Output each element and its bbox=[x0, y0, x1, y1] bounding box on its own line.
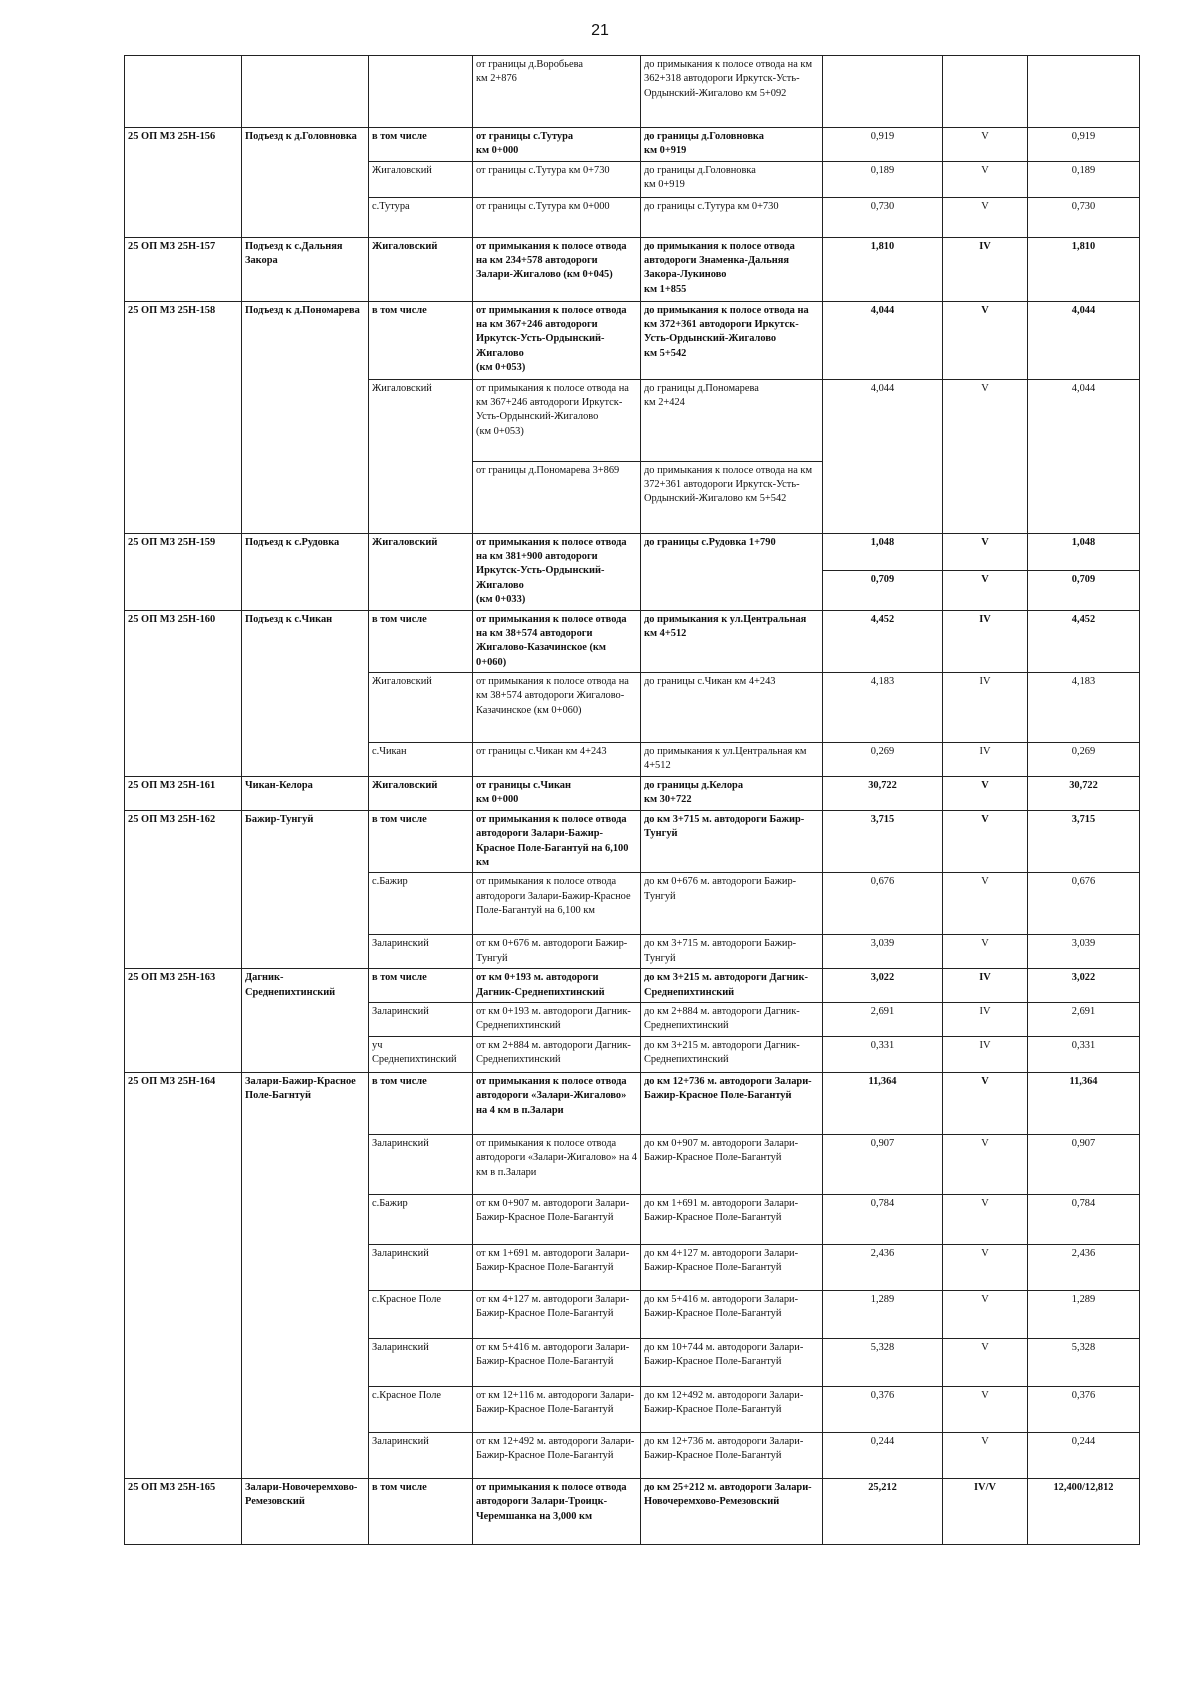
table-cell: до границы д.Головновка км 0+919 bbox=[641, 161, 823, 197]
table-cell: Заларинский bbox=[369, 935, 473, 969]
table-cell: 3,022 bbox=[823, 969, 943, 1003]
table-body bbox=[125, 56, 1140, 1545]
table-cell: 4,452 bbox=[823, 610, 943, 672]
table-cell: IV bbox=[943, 610, 1028, 672]
table-cell: 1,810 bbox=[823, 237, 943, 301]
table-cell: от примыкания к полосе отвода на км 38+574 автодороги Жигалово-Казачинское (км 0+060) bbox=[473, 672, 641, 742]
table-cell: Заларинский bbox=[369, 1432, 473, 1478]
table-cell: V bbox=[943, 1432, 1028, 1478]
table-cell: Заларинский bbox=[369, 1134, 473, 1194]
table-cell: в том числе bbox=[369, 128, 473, 162]
table-cell: 2,436 bbox=[1028, 1244, 1140, 1290]
table-cell: 0,269 bbox=[823, 742, 943, 776]
table-cell: V bbox=[943, 379, 1028, 533]
table-row bbox=[125, 237, 1140, 301]
table-row bbox=[125, 1478, 1140, 1544]
table-cell: с.Красное Поле bbox=[369, 1290, 473, 1338]
table-row bbox=[125, 533, 1140, 570]
table-cell: 25 ОП МЗ 25Н-163 bbox=[125, 969, 242, 1072]
table-cell: 25 ОП МЗ 25Н-159 bbox=[125, 533, 242, 610]
table-cell: 0,919 bbox=[1028, 128, 1140, 162]
table-cell: уч Среднепихтинский bbox=[369, 1036, 473, 1072]
table-cell: с.Чикан bbox=[369, 742, 473, 776]
table-cell: 25 ОП МЗ 25Н-162 bbox=[125, 810, 242, 968]
table-cell: 2,691 bbox=[823, 1003, 943, 1037]
table-cell: 0,709 bbox=[1028, 571, 1140, 611]
table-cell: до км 3+215 м. автодороги Дагник-Среднепихтинский bbox=[641, 1036, 823, 1072]
table-cell: IV bbox=[943, 1036, 1028, 1072]
table-cell: 0,376 bbox=[823, 1386, 943, 1432]
table-cell: от примыкания к полосе отвода автодороги «Залари-Жигалово» на 4 км в п.Залари bbox=[473, 1134, 641, 1194]
table-cell: до км 5+416 м. автодороги Залари-Бажир-Красное Поле-Багантуй bbox=[641, 1290, 823, 1338]
table-cell: 30,722 bbox=[1028, 776, 1140, 810]
table-cell: 25 ОП МЗ 25Н-161 bbox=[125, 776, 242, 810]
table-cell: Залари-Новочеремхово-Ремезовский bbox=[242, 1478, 369, 1544]
table-cell: с.Тутура bbox=[369, 197, 473, 237]
table-cell: до км 10+744 м. автодороги Залари-Бажир-Красное Поле-Багантуй bbox=[641, 1338, 823, 1386]
table-cell: 4,183 bbox=[823, 672, 943, 742]
table-cell: от примыкания к полосе отвода на км 381+900 автодороги Иркутск-Усть-Ордынский-Жигалово (км 0+033) bbox=[473, 533, 641, 610]
table-row bbox=[125, 776, 1140, 810]
table-cell: 0,730 bbox=[823, 197, 943, 237]
table-cell: 0,189 bbox=[823, 161, 943, 197]
table-cell bbox=[125, 56, 242, 128]
table-cell: Заларинский bbox=[369, 1338, 473, 1386]
road-register-table bbox=[124, 55, 1140, 1545]
table-cell: 3,039 bbox=[1028, 935, 1140, 969]
table-cell: V bbox=[943, 1072, 1028, 1134]
table-cell: Подъезд к с.Чикан bbox=[242, 610, 369, 776]
table-cell: 25 ОП МЗ 25Н-164 bbox=[125, 1072, 242, 1478]
table-cell: до км 1+691 м. автодороги Залари-Бажир-Красное Поле-Багантуй bbox=[641, 1194, 823, 1244]
table-cell: в том числе bbox=[369, 301, 473, 379]
table-row bbox=[125, 128, 1140, 162]
table-cell: V bbox=[943, 810, 1028, 872]
table-cell: 0,709 bbox=[823, 571, 943, 611]
table-cell: до примыкания к ул.Центральная км 4+512 bbox=[641, 742, 823, 776]
table-cell: в том числе bbox=[369, 969, 473, 1003]
table-cell: от км 1+691 м. автодороги Залари-Бажир-Красное Поле-Багантуй bbox=[473, 1244, 641, 1290]
table-cell bbox=[242, 56, 369, 128]
table-cell: 4,183 bbox=[1028, 672, 1140, 742]
table-cell: V bbox=[943, 1244, 1028, 1290]
table-cell: до км 12+736 м. автодороги Залари-Бажир-Красное Поле-Багантуй bbox=[641, 1432, 823, 1478]
table-cell: от примыкания к полосе отвода автодороги Залари-Бажир-Красное Поле-Багантуй на 6,100 км bbox=[473, 810, 641, 872]
table-row bbox=[125, 810, 1140, 872]
table-row bbox=[125, 56, 1140, 128]
table-cell: IV bbox=[943, 742, 1028, 776]
table-cell: в том числе bbox=[369, 810, 473, 872]
table-cell: 25 ОП МЗ 25Н-158 bbox=[125, 301, 242, 533]
table-cell: от км 12+116 м. автодороги Залари-Бажир-Красное Поле-Багантуй bbox=[473, 1386, 641, 1432]
table-cell: Жигаловский bbox=[369, 379, 473, 533]
table-cell bbox=[943, 56, 1028, 128]
table-cell: от км 0+193 м. автодороги Дагник-Среднепихтинский bbox=[473, 969, 641, 1003]
table-cell: Подъезд к с.Дальняя Закора bbox=[242, 237, 369, 301]
table-cell: от примыкания к полосе отвода на км 367+246 автодороги Иркутск-Усть-Ордынский-Жигалово (км 0+053) bbox=[473, 379, 641, 461]
table-cell: от примыкания к полосе отвода автодороги Залари-Троицк-Черемшанка на 3,000 км bbox=[473, 1478, 641, 1544]
table-cell: 1,289 bbox=[1028, 1290, 1140, 1338]
table-cell: до примыкания к полосе отвода на км 372+361 автодороги Иркутск-Усть-Ордынский-Жигалово км 5+542 bbox=[641, 461, 823, 533]
table-cell: с.Красное Поле bbox=[369, 1386, 473, 1432]
table-cell: до границы с.Рудовка 1+790 bbox=[641, 533, 823, 610]
table-cell: V bbox=[943, 197, 1028, 237]
table-cell bbox=[823, 56, 943, 128]
table-cell: V bbox=[943, 1194, 1028, 1244]
table-cell: в том числе bbox=[369, 1072, 473, 1134]
table-cell: Жигаловский bbox=[369, 161, 473, 197]
table-cell: 3,022 bbox=[1028, 969, 1140, 1003]
table-cell: V bbox=[943, 1386, 1028, 1432]
table-cell: от границы д.Воробьева км 2+876 bbox=[473, 56, 641, 128]
table-cell: 4,044 bbox=[1028, 301, 1140, 379]
table-cell: от примыкания к полосе отвода на км 234+578 автодороги Залари-Жигалово (км 0+045) bbox=[473, 237, 641, 301]
table-cell: IV bbox=[943, 237, 1028, 301]
table-cell: до границы с.Чикан км 4+243 bbox=[641, 672, 823, 742]
table-cell: 0,919 bbox=[823, 128, 943, 162]
table-cell: 0,676 bbox=[823, 873, 943, 935]
table-row bbox=[125, 610, 1140, 672]
table-cell: 0,730 bbox=[1028, 197, 1140, 237]
table-cell: Залари-Бажир-Красное Поле-Багнтуй bbox=[242, 1072, 369, 1478]
table-cell bbox=[1028, 56, 1140, 128]
table-cell: 1,048 bbox=[1028, 533, 1140, 570]
table-cell: Заларинский bbox=[369, 1003, 473, 1037]
table-cell: 0,331 bbox=[823, 1036, 943, 1072]
table-cell: V bbox=[943, 533, 1028, 570]
table-cell: 0,907 bbox=[1028, 1134, 1140, 1194]
table-cell: до примыкания к ул.Центральная км 4+512 bbox=[641, 610, 823, 672]
table-cell: от примыкания к полосе отвода автодороги «Залари-Жигалово» на 4 км в п.Залари bbox=[473, 1072, 641, 1134]
table-cell: от границы д.Пономарева 3+869 bbox=[473, 461, 641, 533]
table-cell: Жигаловский bbox=[369, 776, 473, 810]
table-cell: до км 0+907 м. автодороги Залари-Бажир-Красное Поле-Багантуй bbox=[641, 1134, 823, 1194]
table-row bbox=[125, 301, 1140, 379]
table-cell: до км 0+676 м. автодороги Бажир-Тунгуй bbox=[641, 873, 823, 935]
table-cell: от км 0+907 м. автодороги Залари-Бажир-Красное Поле-Багантуй bbox=[473, 1194, 641, 1244]
table-cell: V bbox=[943, 161, 1028, 197]
table-cell: IV bbox=[943, 969, 1028, 1003]
table-cell: Подъезд к д.Пономарева bbox=[242, 301, 369, 533]
table-cell: от примыкания к полосе отвода автодороги Залари-Бажир-Красное Поле-Багантуй на 6,100 км bbox=[473, 873, 641, 935]
table-cell: V bbox=[943, 873, 1028, 935]
table-cell: Жигаловский bbox=[369, 672, 473, 742]
table-cell: 5,328 bbox=[1028, 1338, 1140, 1386]
table-cell: 4,452 bbox=[1028, 610, 1140, 672]
table-cell: 0,784 bbox=[1028, 1194, 1140, 1244]
table-cell: 5,328 bbox=[823, 1338, 943, 1386]
table-cell: 0,244 bbox=[823, 1432, 943, 1478]
table-cell: 30,722 bbox=[823, 776, 943, 810]
table-cell: 2,436 bbox=[823, 1244, 943, 1290]
table-cell: 4,044 bbox=[823, 379, 943, 533]
table-cell: V bbox=[943, 1134, 1028, 1194]
table-cell: 3,039 bbox=[823, 935, 943, 969]
table-cell: 1,289 bbox=[823, 1290, 943, 1338]
table-cell: от границы с.Чикан км 4+243 bbox=[473, 742, 641, 776]
table-cell: 4,044 bbox=[823, 301, 943, 379]
table-cell: до км 4+127 м. автодороги Залари-Бажир-Красное Поле-Багантуй bbox=[641, 1244, 823, 1290]
table-cell: 1,048 bbox=[823, 533, 943, 570]
table-cell: 0,784 bbox=[823, 1194, 943, 1244]
table-cell: IV/V bbox=[943, 1478, 1028, 1544]
table-cell: до примыкания к полосе отвода на км 372+361 автодороги Иркутск-Усть-Ордынский-Жигалово км 5+542 bbox=[641, 301, 823, 379]
table-cell: до границы д.Келора км 30+722 bbox=[641, 776, 823, 810]
table-cell: V bbox=[943, 1338, 1028, 1386]
table-cell: 25 ОП МЗ 25Н-165 bbox=[125, 1478, 242, 1544]
table-cell: от границы с.Тутура км 0+730 bbox=[473, 161, 641, 197]
table-cell: до границы д.Головновка км 0+919 bbox=[641, 128, 823, 162]
table-cell: 1,810 bbox=[1028, 237, 1140, 301]
table-cell: Заларинский bbox=[369, 1244, 473, 1290]
table-cell: Подъезд к д.Головновка bbox=[242, 128, 369, 238]
table-cell: Чикан-Келора bbox=[242, 776, 369, 810]
table-cell: 0,331 bbox=[1028, 1036, 1140, 1072]
table-cell: IV bbox=[943, 672, 1028, 742]
table-cell: от км 12+492 м. автодороги Залари-Бажир-Красное Поле-Багантуй bbox=[473, 1432, 641, 1478]
table-cell: V bbox=[943, 935, 1028, 969]
table-cell: от примыкания к полосе отвода на км 367+246 автодороги Иркутск-Усть-Ордынский-Жигалово (км 0+053) bbox=[473, 301, 641, 379]
table-cell: с.Бажир bbox=[369, 1194, 473, 1244]
table-cell: до границы с.Тутура км 0+730 bbox=[641, 197, 823, 237]
table-cell: до примыкания к полосе отвода автодороги Знаменка-Дальняя Закора-Лукиново км 1+855 bbox=[641, 237, 823, 301]
table-cell: V bbox=[943, 571, 1028, 611]
table-cell: 12,400/12,812 bbox=[1028, 1478, 1140, 1544]
table-cell bbox=[369, 56, 473, 128]
table-cell: от км 4+127 м. автодороги Залари-Бажир-Красное Поле-Багантуй bbox=[473, 1290, 641, 1338]
table-cell: 3,715 bbox=[823, 810, 943, 872]
table-cell: 0,189 bbox=[1028, 161, 1140, 197]
table-cell: до км 25+212 м. автодороги Залари-Новочеремхово-Ремезовский bbox=[641, 1478, 823, 1544]
table-cell: V bbox=[943, 128, 1028, 162]
table-cell: Жигаловский bbox=[369, 237, 473, 301]
table-cell: до км 3+715 м. автодороги Бажир-Тунгуй bbox=[641, 810, 823, 872]
table-cell: 25 ОП МЗ 25Н-156 bbox=[125, 128, 242, 238]
table-cell: Жигаловский bbox=[369, 533, 473, 610]
table-cell: V bbox=[943, 776, 1028, 810]
table-cell: 2,691 bbox=[1028, 1003, 1140, 1037]
table-cell: 25 ОП МЗ 25Н-157 bbox=[125, 237, 242, 301]
table-cell: от границы с.Чикан км 0+000 bbox=[473, 776, 641, 810]
table-cell: с.Бажир bbox=[369, 873, 473, 935]
table-cell: 3,715 bbox=[1028, 810, 1140, 872]
table-cell: от км 0+193 м. автодороги Дагник-Среднепихтинский bbox=[473, 1003, 641, 1037]
table-cell: V bbox=[943, 1290, 1028, 1338]
table-cell: IV bbox=[943, 1003, 1028, 1037]
table-cell: от км 0+676 м. автодороги Бажир-Тунгуй bbox=[473, 935, 641, 969]
table-cell: 25 ОП МЗ 25Н-160 bbox=[125, 610, 242, 776]
table-cell: от примыкания к полосе отвода на км 38+574 автодороги Жигалово-Казачинское (км 0+060) bbox=[473, 610, 641, 672]
table-cell: Дагник-Среднепихтинский bbox=[242, 969, 369, 1072]
table-cell: до км 3+715 м. автодороги Бажир-Тунгуй bbox=[641, 935, 823, 969]
table-cell: от км 5+416 м. автодороги Залари-Бажир-Красное Поле-Багантуй bbox=[473, 1338, 641, 1386]
table-cell: от границы с.Тутура км 0+000 bbox=[473, 128, 641, 162]
table-row bbox=[125, 1072, 1140, 1134]
table-cell: 4,044 bbox=[1028, 379, 1140, 533]
table-cell: 0,376 bbox=[1028, 1386, 1140, 1432]
table-cell: в том числе bbox=[369, 610, 473, 672]
table-cell: от км 2+884 м. автодороги Дагник-Среднепихтинский bbox=[473, 1036, 641, 1072]
table-cell: до км 2+884 м. автодороги Дагник-Среднепихтинский bbox=[641, 1003, 823, 1037]
table-cell: 0,269 bbox=[1028, 742, 1140, 776]
table-cell: V bbox=[943, 301, 1028, 379]
table-cell: 11,364 bbox=[1028, 1072, 1140, 1134]
table-row bbox=[125, 969, 1140, 1003]
page-number: 21 bbox=[591, 22, 609, 39]
table-cell: Подъезд к с.Рудовка bbox=[242, 533, 369, 610]
table-cell: 11,364 bbox=[823, 1072, 943, 1134]
table-cell: от границы с.Тутура км 0+000 bbox=[473, 197, 641, 237]
table-cell: до км 3+215 м. автодороги Дагник-Среднепихтинский bbox=[641, 969, 823, 1003]
table-cell: 0,907 bbox=[823, 1134, 943, 1194]
table-cell: до примыкания к полосе отвода на км 362+318 автодороги Иркутск-Усть-Ордынский-Жигалово км 5+092 bbox=[641, 56, 823, 128]
table-cell: до км 12+492 м. автодороги Залари-Бажир-Красное Поле-Багантуй bbox=[641, 1386, 823, 1432]
table-cell: Бажир-Тунгуй bbox=[242, 810, 369, 968]
table-cell: до км 12+736 м. автодороги Залари-Бажир-Красное Поле-Багантуй bbox=[641, 1072, 823, 1134]
table-cell: 0,244 bbox=[1028, 1432, 1140, 1478]
table-cell: до границы д.Пономарева км 2+424 bbox=[641, 379, 823, 461]
table-cell: 0,676 bbox=[1028, 873, 1140, 935]
table-cell: 25,212 bbox=[823, 1478, 943, 1544]
table-cell: в том числе bbox=[369, 1478, 473, 1544]
